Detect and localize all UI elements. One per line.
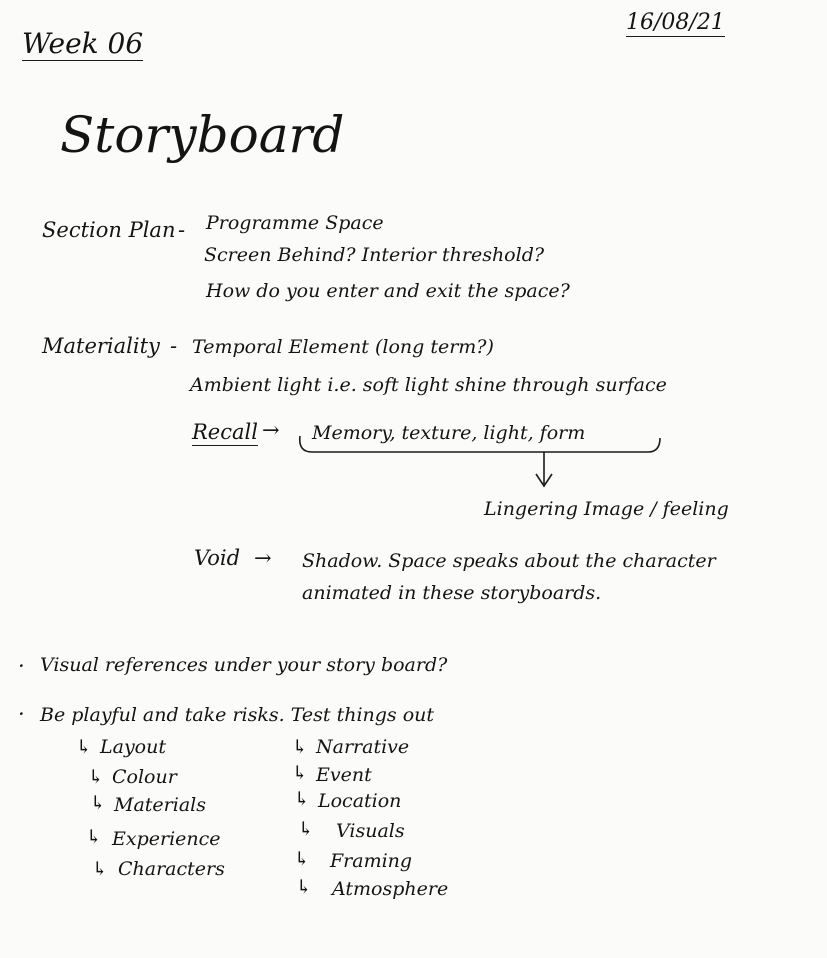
void-label: Void xyxy=(194,546,241,570)
section-plan-line-1: Programme Space xyxy=(206,212,384,234)
sublist-arrow: ↳ xyxy=(292,736,308,758)
page-title: Storyboard xyxy=(60,106,345,164)
void-line-2: animated in these storyboards. xyxy=(302,582,602,604)
sublist-item-narrative: Narrative xyxy=(316,736,410,758)
sublist-item-event: Event xyxy=(316,764,372,786)
sublist-item-characters: Characters xyxy=(118,858,225,880)
sublist-item-location: Location xyxy=(318,790,402,812)
sublist-item-materials: Materials xyxy=(114,794,206,816)
sublist-arrow: ↳ xyxy=(294,788,310,810)
materiality-line-1: Temporal Element (long term?) xyxy=(192,336,494,358)
sublist-arrow: ↳ xyxy=(88,766,104,788)
week-heading: Week 06 xyxy=(22,27,144,60)
sublist-item-experience: Experience xyxy=(112,828,221,850)
section-plan-dash: - xyxy=(178,218,186,242)
sublist-item-colour: Colour xyxy=(112,766,177,788)
section-plan-label: Section Plan xyxy=(42,218,176,242)
recall-label: Recall xyxy=(192,420,258,444)
sublist-arrow: ↳ xyxy=(296,876,312,898)
sublist-arrow: ↳ xyxy=(90,792,106,814)
date: 16/08/21 xyxy=(626,10,725,35)
section-plan-line-3: How do you enter and exit the space? xyxy=(206,280,570,302)
sublist-arrow: ↳ xyxy=(292,762,308,784)
sublist-item-visuals: Visuals xyxy=(336,820,405,842)
sublist-arrow: ↳ xyxy=(294,848,310,870)
recall-items: Memory, texture, light, form xyxy=(312,422,586,444)
recall-arrow: → xyxy=(262,418,280,442)
sublist-arrow: ↳ xyxy=(86,826,102,848)
bullet-item-2: Be playful and take risks. Test things out xyxy=(40,704,435,726)
materiality-line-2: Ambient light i.e. soft light shine through surface xyxy=(190,374,667,396)
materiality-label: Materiality xyxy=(42,334,160,358)
section-plan-line-2: Screen Behind? Interior threshold? xyxy=(204,244,545,266)
sublist-item-framing: Framing xyxy=(330,850,413,872)
bullet-item-1: Visual references under your story board? xyxy=(40,654,448,676)
materiality-dash: - xyxy=(170,334,178,358)
bullet-marker-2: · xyxy=(18,702,25,726)
sublist-arrow: ↳ xyxy=(92,858,108,880)
void-arrow: → xyxy=(254,546,272,570)
void-line-1: Shadow. Space speaks about the character xyxy=(302,550,716,572)
sublist-arrow: ↳ xyxy=(298,818,314,840)
sublist-item-layout: Layout xyxy=(100,736,166,758)
bullet-marker-1: · xyxy=(18,654,25,678)
sublist-item-atmosphere: Atmosphere xyxy=(332,878,449,900)
sublist-arrow: ↳ xyxy=(76,736,92,758)
lingering-feeling: Lingering Image / feeling xyxy=(484,498,729,520)
